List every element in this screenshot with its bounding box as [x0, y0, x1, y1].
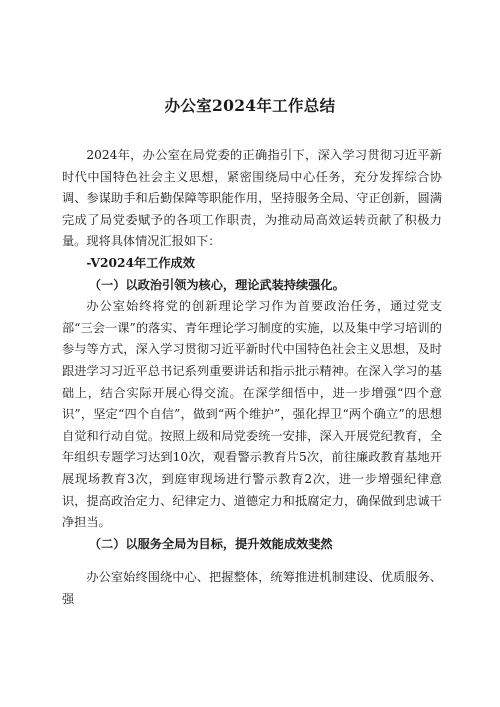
subsection-heading-service-efficiency: （二）以服务全局为目标，提升效能成效斐然: [88, 536, 333, 551]
intro-paragraph: 2024年，办公室在局党委的正确指引下，深入学习贯彻习近平新时代中国特色社会主义思想，紧密围绕局中心任务，充分发挥综合协调、参谋助手和后勤保障等职能作用，坚持服务全局、守正创新，圆满完成了局党委赋予的各项工作职责，为推动局高效运转贡献了积极力量。现将具体情况汇报如下：: [62, 148, 442, 249]
paragraph-spacer: [62, 555, 442, 567]
document-title: 办公室2024年工作总结: [164, 96, 336, 115]
section-heading-achievements: -V2024年工作成效: [86, 255, 195, 270]
subsection-paragraph-political-guidance: 办公室始终将党的创新理论学习作为首要政治任务，通过党支部“三会一课”的落实、青年理论学习制度的实施，以及集中学习培训的参与等方式，深入学习贯彻习近平新时代中国特色社会主义思想，及时跟进学习习近平总书记系列重要讲话和指示批示精神。在深入学习的基础上，结合实际开展心得交流。在深学细悟中，进一步增强“四个意识”，坚定“四个自信”，做到“两个维护”，强化捍卫“两个确立”的思想自觉和行动自觉。按照上级和局党委统一安排，深入开展党纪教育，全年组织专题学习达到10次，观看警示教育片5次，前往廉政教育基地开展现场教育3次，到庭审现场进行警示教育2次，进一步增强纪律意识，提高政治定力、纪律定力、道德定力和抵腐定力，确保做到忠诚干净担当。: [62, 299, 442, 530]
subsection-paragraph-service-efficiency: 办公室始终围绕中心、把握整体，统筹推进机制建设、优质服务、强: [62, 570, 442, 606]
subsection-heading-political-guidance: （一）以政治引领为核心，理论武装持续强化。: [88, 277, 345, 292]
document-body: [62, 145, 442, 610]
